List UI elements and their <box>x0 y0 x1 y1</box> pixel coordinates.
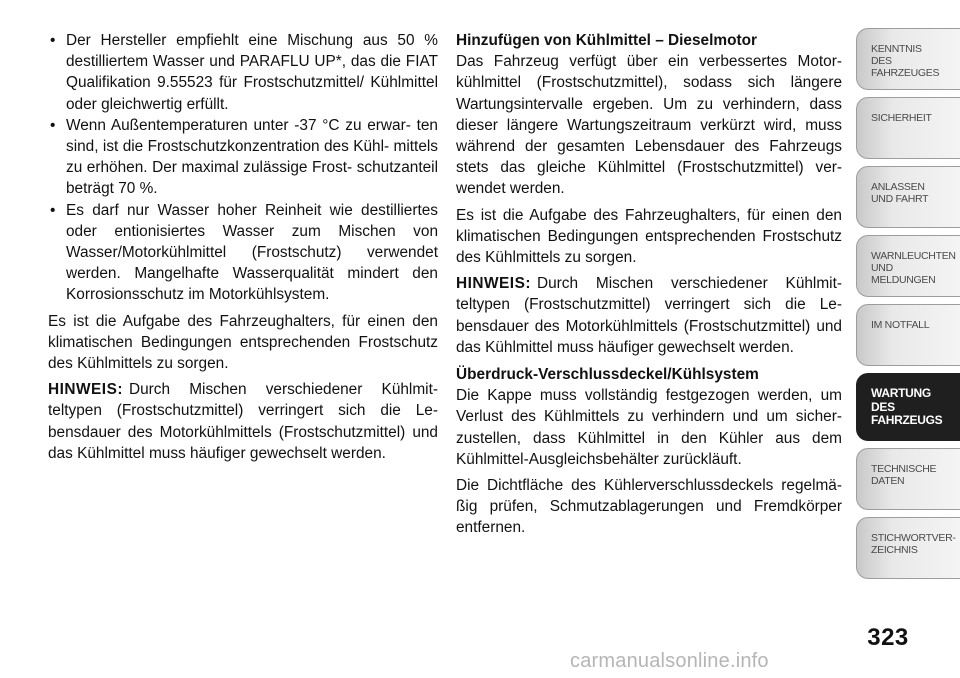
bullet-text: Wenn Außentemperaturen unter -37 °C zu erwar- ten sind, ist die Frostschutzkonzentration des Kühl- mittels zu erhöhen. Der maximal zulässige Frost- schutzanteil beträgt 70 %. <box>66 116 438 198</box>
bullet-text: Es darf nur Wasser hoher Reinheit wie destilliertes oder entionisiertes Wasser zum Mischen von Wasser/Motorkühlmittel (Frostschutz) verwendet werden. Mangelhafte Wasserqualität mindert den Korrosionsschutz im Motorkühlsystem. <box>66 201 438 304</box>
note-label: HINWEIS: <box>456 275 531 293</box>
page-number: 323 <box>867 624 909 651</box>
chapter-tab-label: SICHERHEIT <box>871 112 932 124</box>
chapter-tab[interactable] <box>856 448 960 510</box>
chapter-tab-label: ZEICHNIS <box>871 544 918 556</box>
bullet-dot: • <box>50 116 56 134</box>
chapter-tab-label: WARTUNG <box>871 386 931 400</box>
chapter-tab[interactable] <box>856 304 960 366</box>
section-heading: Überdruck-Verschlussdeckel/Kühlsystem <box>456 366 759 384</box>
paragraph: Es ist die Aufgabe des Fahrzeughalters, für einen den klimatischen Bedingungen entsprechenden Frostschutz des Kühlmittels zu sorgen. <box>456 206 842 267</box>
chapter-tab-label: DATEN <box>871 475 905 487</box>
chapter-tab-label: STICHWORTVER- <box>871 532 956 544</box>
chapter-tab[interactable] <box>856 373 960 441</box>
chapter-tab[interactable] <box>856 97 960 159</box>
chapter-tab-label: FAHRZEUGS <box>871 413 943 427</box>
bullet-dot: • <box>50 32 56 49</box>
bullet-dot: • <box>50 201 56 219</box>
paragraph: Es ist die Aufgabe des Fahrzeughalters, für einen den klimatischen Bedingungen entsprechenden Frostschutz des Kühlmittels zu sorgen. <box>48 312 438 373</box>
paragraph: Die Kappe muss vollständig festgezogen werden, um Verlust des Kühlmittels zu verhindern und um sicher- zustellen, dass Kühlmittel in den Kühler aus dem Kühlmittel-Ausgleichsbehälter zurückläuft. <box>456 387 842 468</box>
right-column <box>456 30 842 539</box>
chapter-tab[interactable] <box>856 28 960 90</box>
left-column <box>48 30 438 464</box>
chapter-tab-label: TECHNISCHE <box>871 463 937 475</box>
chapter-tab-label: IM NOTFALL <box>871 319 930 331</box>
section-heading: Hinzufügen von Kühlmittel – Dieselmotor <box>456 32 757 49</box>
chapter-tab-label: MELDUNGEN <box>871 274 936 286</box>
note <box>456 273 842 358</box>
chapter-tab-label: WARNLEUCHTEN <box>871 250 956 262</box>
paragraph: Das Fahrzeug verfügt über ein verbessertes Motor- kühlmittel (Frostschutzmittel), sodass sich längere Wartungsintervalle ergeben. Um zu verhindern, dass dieser längere Wartungszeitraum verkürzt wird, muss während der gesamten Lebensdauer des Fahrzeugs stets das gleiche Kühlmittel (Frostschutzmittel) ver- wendet werden. <box>456 53 842 198</box>
chapter-tab-label: DES <box>871 55 892 67</box>
bullet-item <box>48 115 438 200</box>
chapter-tab[interactable] <box>856 517 960 579</box>
chapter-tab-label: UND FAHRT <box>871 193 929 205</box>
note-text: Durch Mischen verschiedener Kühlmit- teltypen (Frostschutzmittel) verringert sich die Le- bensdauer des Motorkühlmittels (Frostschutzmittel) und das Kühlmittel muss häufiger gewechselt werden. <box>456 275 842 356</box>
bullet-item <box>48 200 438 306</box>
watermark: carmanualsonline.info <box>570 650 769 672</box>
paragraph: Die Dichtfläche des Kühlerverschlussdeckels regelmä- ßig prüfen, Schmutzablagerungen und Fremdkörper entfernen. <box>456 477 842 537</box>
chapter-tab-label: DES <box>871 399 895 414</box>
chapter-tab-label: FAHRZEUGES <box>871 67 940 79</box>
chapter-tab-label: ANLASSEN <box>871 181 925 193</box>
note-label: HINWEIS: <box>48 381 123 399</box>
chapter-tab-label: UND <box>871 262 893 274</box>
note-text: Durch Mischen verschiedener Kühlmit- teltypen (Frostschutzmittel) verringert sich die Le- bensdauer des Motorkühlmittels (Frostschutzmittel) und das Kühlmittel muss häufiger gewechselt werden. <box>48 381 438 462</box>
bullet-text: Der Hersteller empfiehlt eine Mischung aus 50 % destilliertem Wasser und PARAFLU UP*, das die FIAT Qualifikation 9.55523 für Frostschutzmittel/ Kühlmittel oder gleichwertig erfüllt. <box>66 32 438 113</box>
chapter-tab-label: KENNTNIS <box>871 43 922 55</box>
note <box>48 379 438 464</box>
bullet-item <box>48 30 438 115</box>
chapter-tabs <box>856 28 960 586</box>
chapter-tab[interactable] <box>856 166 960 228</box>
chapter-tab[interactable] <box>856 235 960 297</box>
